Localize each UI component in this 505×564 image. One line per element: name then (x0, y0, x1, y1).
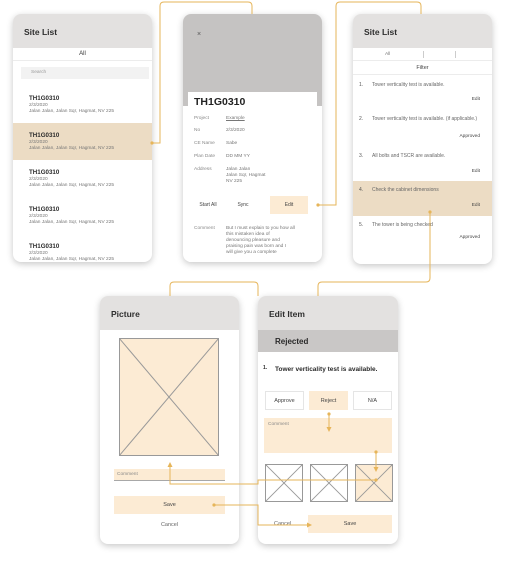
address-line: Jalan Sqr, Hagmat (226, 173, 266, 178)
item-text: All bolts and TSCR are available. (372, 153, 446, 159)
site-detail-card (188, 92, 317, 262)
field-value: 2/3/2020 (226, 128, 245, 133)
reject-option[interactable]: Reject (309, 391, 348, 410)
filter-all-tab[interactable]: All (13, 48, 152, 61)
site-address: Jalan Jalan, Jalan Sqr, Hagmat, NV 225 (29, 146, 115, 151)
site-date: 2/3/2020 (29, 214, 48, 219)
field-label: CE Name (194, 141, 215, 146)
field-label: Address (194, 167, 212, 172)
save-button[interactable]: Save (114, 496, 225, 514)
screen-title: Edit Item (258, 296, 398, 330)
item-text: The tower is being checked (372, 222, 433, 228)
screen-title: Site List (13, 14, 152, 48)
photo-thumbnail-icon[interactable] (310, 464, 348, 502)
field-label: Plan Date (194, 154, 216, 159)
filter-button[interactable]: Filter (353, 65, 492, 75)
edit-item-screen (258, 296, 398, 544)
tab-bar (353, 48, 492, 61)
tab-divider (455, 51, 456, 58)
cancel-button[interactable]: Cancel (160, 522, 179, 528)
status-banner: Rejected (258, 330, 398, 352)
search-input[interactable]: Search (21, 67, 149, 79)
start-all-button[interactable]: Start All (199, 202, 217, 208)
checklist-item[interactable] (353, 78, 492, 110)
comment-line: this mistaken idea of (226, 232, 270, 237)
item-number: 1. (359, 82, 364, 88)
site-date: 2/3/2020 (29, 140, 48, 145)
comment-line: will give you a complete (226, 250, 277, 255)
comment-line: But I must explain to you how all (226, 226, 295, 231)
site-id: TH1G0310 (29, 132, 60, 139)
edit-button[interactable]: Edit (270, 196, 308, 214)
screen-title: Site List (353, 14, 492, 48)
comment-input[interactable]: Comment (264, 418, 392, 453)
field-label: Project (194, 116, 209, 121)
checklist-item[interactable] (353, 150, 492, 182)
site-id: TH1G0310 (29, 169, 60, 176)
comment-label: Comment (194, 226, 215, 231)
site-date: 2/3/2020 (29, 103, 48, 108)
site-address: Jalan Jalan, Jalan Sqr, Hagmat, NV 225 (29, 220, 115, 225)
site-row-selected[interactable] (13, 123, 152, 160)
cancel-button[interactable]: Cancel (274, 521, 292, 527)
site-row[interactable] (13, 160, 152, 197)
item-text: Check the cabinet dimensions (372, 187, 439, 193)
site-id: TH1G0310 (29, 206, 60, 213)
na-option[interactable]: N/A (353, 391, 392, 410)
site-date: 2/3/2020 (29, 251, 48, 256)
close-icon[interactable]: × (197, 31, 202, 38)
site-date: 2/3/2020 (29, 177, 48, 182)
item-number: 3. (359, 153, 364, 159)
field-value: Jalan Jalan (226, 167, 251, 172)
site-row[interactable] (13, 197, 152, 234)
tab-all[interactable]: All (385, 52, 391, 57)
connector-edit-to-picture (170, 282, 258, 296)
picture-screen (100, 296, 239, 544)
approve-option[interactable]: Approve (265, 391, 304, 410)
photo-thumbnail-selected-icon[interactable] (355, 464, 393, 502)
site-id: TH1G0310 (29, 95, 60, 102)
sync-button[interactable]: Sync (237, 202, 249, 208)
field-label: No (194, 128, 201, 133)
site-row[interactable] (13, 234, 152, 262)
site-row[interactable] (13, 86, 152, 123)
item-number: 5. (359, 222, 364, 228)
checklist-item-selected[interactable] (353, 181, 492, 216)
item-number: 2. (359, 116, 364, 122)
project-link[interactable]: Example (226, 116, 245, 121)
comment-input[interactable]: Comment (114, 469, 225, 481)
save-button[interactable]: Save (308, 515, 392, 533)
image-placeholder-icon[interactable] (119, 338, 219, 456)
site-detail-screen (183, 14, 322, 262)
checklist-item[interactable] (353, 112, 492, 147)
item-status: Approved (459, 134, 480, 139)
site-list-screen (13, 14, 152, 262)
site-address: Jalan Jalan, Jalan Sqr, Hagmat, NV 225 (29, 183, 115, 188)
site-address: Jalan Jalan, Jalan Sqr, Hagmat, NV 225 (29, 257, 115, 262)
site-id: TH1G0310 (29, 243, 60, 250)
comment-line: praising pain was born and I (226, 244, 286, 249)
item-text: Tower verticality test is available. (if applicable.) (372, 116, 478, 122)
item-status[interactable]: Edit (471, 97, 480, 102)
site-address: Jalan Jalan, Jalan Sqr, Hagmat, NV 225 (29, 109, 115, 114)
checklist-item[interactable] (353, 218, 492, 248)
checklist-screen (353, 14, 492, 264)
screen-title: Picture (100, 296, 239, 330)
field-value: DD MM YY (226, 154, 250, 159)
tab-divider (423, 51, 424, 58)
question-text: Tower verticality test is available. (275, 366, 378, 373)
item-status[interactable]: Edit (471, 203, 480, 208)
question-number: 1. (263, 365, 268, 371)
item-status[interactable]: Edit (471, 169, 480, 174)
item-status: Approved (459, 235, 480, 240)
comment-line: denouncing pleasure and (226, 238, 280, 243)
item-text: Tower verticality test is available. (372, 82, 445, 88)
item-number: 4. (359, 187, 364, 193)
site-id-heading: TH1G0310 (194, 96, 246, 108)
address-line: NV 225 (226, 179, 242, 184)
photo-thumbnail-icon[interactable] (265, 464, 303, 502)
field-value: Sabe (226, 141, 238, 146)
